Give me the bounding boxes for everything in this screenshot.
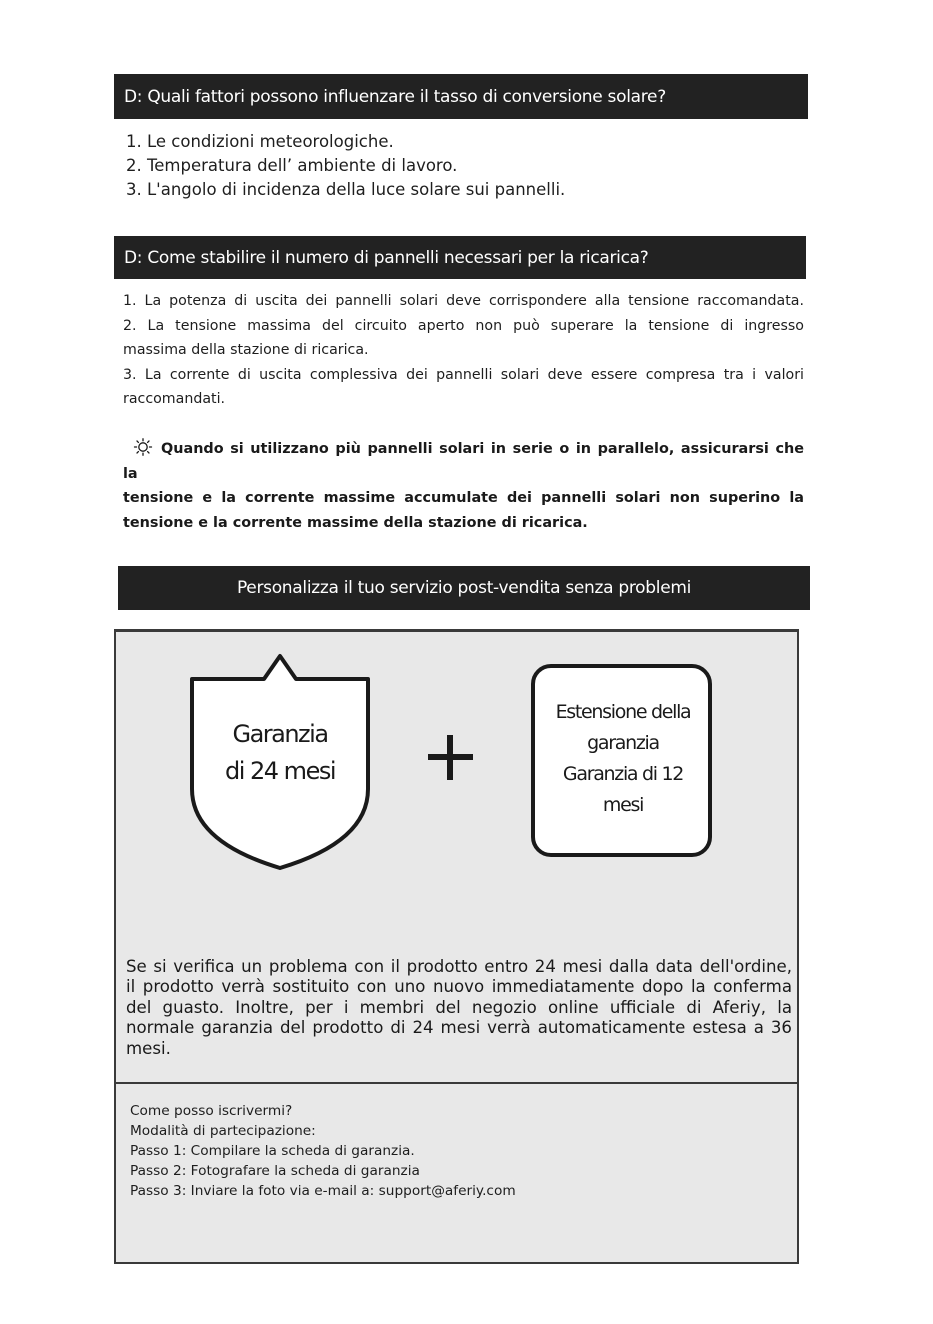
warranty-description	[126, 957, 792, 1059]
extension-line: mesi	[602, 794, 644, 816]
tip-note	[123, 437, 804, 535]
extension-line: Estensione della	[555, 701, 691, 723]
warranty-label: Garanzia	[232, 720, 328, 748]
list-item: 2. La tensione massima del circuito aperto non può superare la tensione di ingresso	[123, 317, 804, 334]
list-item: 1. La potenza di uscita dei pannelli solari deve corrispondere alla tensione raccomandata.	[123, 293, 804, 309]
list-item: 3. L'angolo di incidenza della luce solare sui pannelli.	[126, 180, 566, 199]
step-item: Passo 2: Fotografare la scheda di garanzia	[130, 1163, 420, 1180]
question-header-panels	[114, 236, 806, 279]
extension-line: Garanzia di 12	[562, 763, 684, 785]
service-banner	[118, 566, 810, 610]
description-line: del guasto. Inoltre, per i membri del negozio online ufficiale di Aferiy, la	[126, 997, 792, 1017]
banner-title: Personalizza il tuo servizio post-vendita senza problemi	[236, 578, 692, 598]
description-line: mesi.	[126, 1038, 171, 1058]
tip-line	[123, 437, 804, 486]
list-item-continued: massima della stazione di ricarica.	[123, 342, 369, 358]
question-text: D: Quali fattori possono influenzare il tasso di conversione solare?	[124, 86, 666, 107]
warranty-duration: di 24 mesi	[224, 757, 335, 785]
question-text: D: Come stabilire il numero di pannelli necessari per la ricarica?	[124, 247, 649, 268]
description-line: normale garanzia del prodotto di 24 mesi verrà automaticamente estesa a 36	[126, 1018, 792, 1038]
list-item: 2. Temperatura dell’ ambiente di lavoro.	[126, 156, 458, 175]
panel-divider	[114, 1082, 799, 1084]
question-header-conversion	[114, 74, 808, 119]
registration-steps	[130, 1101, 516, 1201]
step-item: Passo 1: Compilare la scheda di garanzia.	[130, 1143, 415, 1160]
description-line: il prodotto verrà sostituito con uno nuovo immediatamente dopo la conferma	[126, 977, 792, 997]
tip-line: tensione e la corrente massime della stazione di ricarica.	[123, 514, 588, 531]
list-item-continued: raccomandati.	[123, 391, 226, 407]
step-item: Passo 3: Inviare la foto via e-mail a: support@aferiy.com	[130, 1183, 516, 1200]
steps-heading: Come posso iscrivermi?	[130, 1103, 293, 1119]
list-item: 1. Le condizioni meteorologiche.	[126, 132, 394, 151]
answer-list-conversion	[126, 130, 565, 202]
answer-list-panels	[123, 289, 804, 412]
warranty-badge-text	[200, 716, 360, 790]
tip-line: tensione e la corrente massime accumulate dei pannelli solari non superino la	[123, 490, 804, 506]
list-item: 3. La corrente di uscita complessiva dei pannelli solari deve essere compresa tra i valori	[123, 366, 804, 383]
extension-text	[539, 697, 707, 821]
plus-icon	[428, 735, 473, 780]
description-line: Se si verifica un problema con il prodotto entro 24 mesi dalla data dell'ordine,	[126, 957, 792, 976]
extension-line: garanzia	[587, 732, 659, 754]
sun-icon	[133, 438, 153, 456]
tip-text: Quando si utilizzano più pannelli solari in serie o in parallelo, assicurarsi che la	[123, 441, 804, 482]
steps-subheading: Modalità di partecipazione:	[130, 1123, 316, 1140]
